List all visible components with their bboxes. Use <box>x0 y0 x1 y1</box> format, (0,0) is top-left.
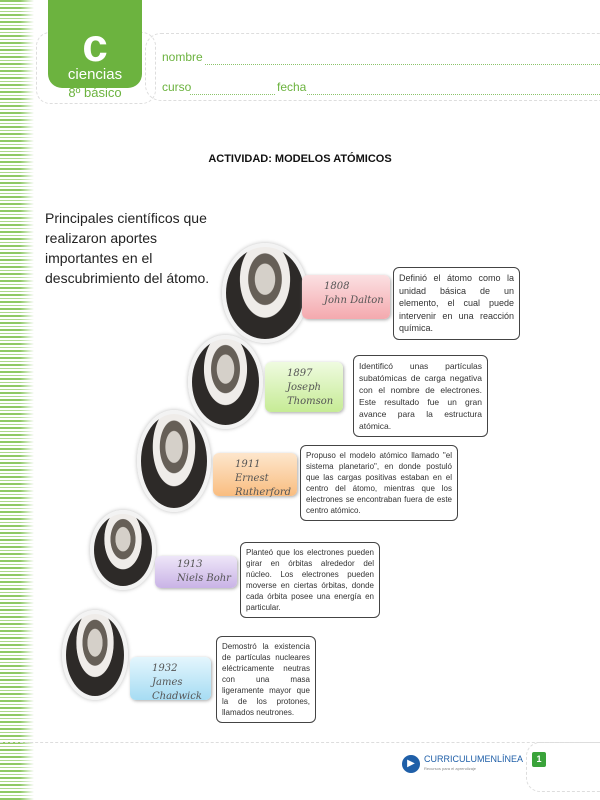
year: 1897 <box>287 368 313 379</box>
subject-logo <box>48 0 142 88</box>
brand-tagline: Recursos para el aprendizaje <box>424 766 477 771</box>
year: 1932 <box>152 663 178 674</box>
page-title: ACTIVIDAD: MODELOS ATÓMICOS <box>208 153 392 165</box>
scientist-description: Definió el átomo como la unidad básica de un elemento, el cual puede intervenir en una reacción química. <box>393 267 520 340</box>
scientist-name: Ernest Rutherford <box>235 473 292 498</box>
scientist-label <box>265 362 343 412</box>
decorative-stripe <box>0 0 34 800</box>
course-field[interactable] <box>190 94 275 95</box>
scientist-description: Propuso el modelo atómico llamado "el sistema planetario", en donde postuló que las cargas positivas estaban en el centro del átomo, mientras que los electrones se encontraban fuera de este centro atómico. <box>300 445 458 521</box>
scientist-name: Niels Bohr <box>177 573 231 584</box>
scientist-name: John Dalton <box>324 295 384 306</box>
year: 1913 <box>177 559 203 570</box>
scientist-name: James Chadwick <box>152 677 202 702</box>
scientist-label <box>302 275 390 319</box>
play-arrow-icon: ▶ <box>402 755 420 773</box>
rutherford-portrait <box>137 410 211 512</box>
brand-name: CURRICULUMENLÍNEA <box>424 754 524 764</box>
scientist-name: Joseph Thomson <box>287 382 334 407</box>
date-label: fecha <box>277 80 307 94</box>
scientist-description: Demostró la existencia de partículas nucleares eléctricamente neutras con una masa ligeramente mayor que la de los protones, llamados neutrones. <box>216 636 316 723</box>
curriculum-logo <box>402 755 523 773</box>
scientist-description: Identificó unas partículas subatómicas de carga negativa con el nombre de electrones. Este resultado fue un gran avance para la estructura atómica. <box>353 355 488 437</box>
chadwick-portrait <box>62 610 128 700</box>
page-number-frame <box>526 742 600 792</box>
dalton-portrait <box>222 243 308 343</box>
name-label: nombre <box>162 50 203 64</box>
scientist-description: Planteó que los electrones pueden girar en órbitas alrededor del núcleo. Los electrones pueden moverse en ciertas órbitas, donde cada órbita posee una energía en particular. <box>240 542 380 618</box>
scientist-label <box>130 657 211 700</box>
date-field[interactable] <box>307 94 600 95</box>
logo-letter: c <box>82 19 108 71</box>
name-field[interactable] <box>205 64 600 65</box>
student-info-box <box>145 33 600 101</box>
year: 1808 <box>324 281 350 292</box>
year: 1911 <box>235 459 261 470</box>
grade-label: 8º básico <box>68 85 122 100</box>
thomson-portrait <box>188 335 263 429</box>
page-number: 1 <box>532 752 546 767</box>
course-label: curso <box>162 80 192 94</box>
scientist-label <box>155 556 237 588</box>
bohr-portrait <box>90 510 156 590</box>
scientist-label <box>213 453 297 496</box>
intro-text: Principales científicos que realizaron aportes importantes en el descubrimiento del átomo. <box>45 210 210 286</box>
subject-name: ciencias <box>67 66 123 83</box>
